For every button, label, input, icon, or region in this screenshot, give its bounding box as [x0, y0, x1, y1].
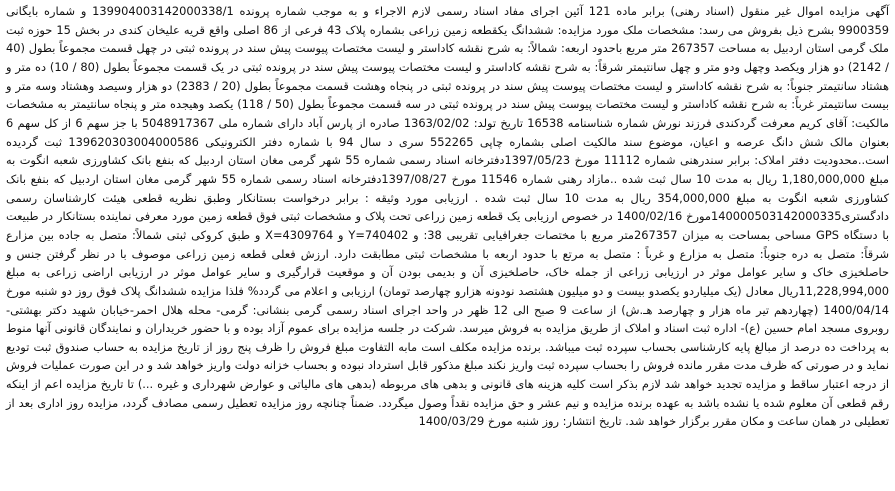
auction-notice-text: آگهی مزایده اموال غیر منقول (اسناد رهنی) برابر ماده 121 آئین اجرای مفاد اسناد رسمی لازم الاجراء و به موجب شماره پرونده 139904003142000338/1 و شماره بایگانی 9900359 بشرح ذیل بفروش می رسد: مشخصات ملک مورد مزایده: ششدانگ یکقطعه زمین زراعی بشماره پلاک 43 فرعی از 86 اصلی واقع قریه علیخان کندی در بخش 15 حوزه ثبت ملک گرمی استان اردبیل به مساحت 267357 متر مربع باحدود اربعه: شمالاً: به شرح نقشه کاداستر و لیست مختصات پیوست پیش سند در پرونده ثبتی در چهل قسمت مجموعاً بطول (40 / 2142) دو هزار ویکصد وچهل ودو متر و چهل سانتیمتر شرقاً: به شرح نقشه کاداستر و لیست مختصات پیوست پیش سند در پرونده ثبتی در یک قسمت مجموعاً بطول (80 / 10) ده متر و هشتاد سانتیمتر جنوباً: به شرح نقشه کاداستر و لیست مختصات پیوست پیش سند در پرونده ثبتی در پنجاه وهشت قسمت مجموعاً بطول (20 / 2383) دو هزار وسیصد وهشتاد وسه متر و بیست سانتیمتر غرباً: به شرح نقشه کاداستر و لیست مختصات پیوست پیش سند در پرونده ثبتی در سه قسمت مجموعاً بطول (50 / 118) یکصد وهیجده متر و پنجاه سانتیمتر به مشخصات مالکیت: آقای کریم معرفت گردکندی فرزند نورش شماره شناسنامه 16538 تاریخ تولد: 1363/02/02 صادره از پارس آباد دارای شماره ملی 5048917367 با جز سهم 6 از کل سهم 6 بعنوان مالک شش دانگ عرصه و اعیان، موضوع سند مالکیت اصلی بشماره چاپی 552265 سری د سال 94 با شماره دفتر الکترونیکی 139620303004000586 ثبت گردیده است..محدودیت دفتر املاک: برابر سندرهنی شماره 11112 مورخ 1397/05/23دفترخانه اسناد رسمی شماره 55 شهر گرمی مغان استان اردبیل که بنفع بانک کشاورزی شعبه انگوت به مبلغ 1,180,000,000 ریال به مدت 10 سال ثبت شده ..مازاد رهنی شماره 11546 مورخ 1397/08/27دفترخانه اسناد رسمی شماره 55 شهر گرمی مغان استان اردبیل که بنفع بانک کشاورزی شعبه انگوت به مبلغ 354,000,000 ریال به مدت 10 سال ثبت شده . ارزیابی مورد وثیقه : برابر درخواست بستانکار وطبق نظریه قطعی هیئت کارشناسان رسمی دادگستری140000503142000335مورخ 1400/02/16 در خصوص ارزیابی یک قطعه زمین زراعی تحت پلاک و مشخصات ثبتی فوق قطعه زمین مورد معرفی نماینده بستانکار در طبیعت با دستگاه GPS مساحی بمساحت به میزان 267357متر مربع با مختصات جغرافیایی تقریبی 38: و Y=740402 و X=4309764 و طبق کروکی ثبتی شمالاً: متصل به جاده بین مزارع شرقاً: متصل به دره جنوباً: متصل به مزارع و غرباً : متصل به مرتع با حدود اربعه با مشخصات ثبتی مطابقت دارد. ارزش فعلی قطعه زمین زراعی موصوف با در نظر گرفتن جنس و حاصلخیزی خاک و سایر عوامل موثر در ارزیابی زراعی از جمله خاک، حاصلخیزی آن و بدیمی بودن آن و موقعیت قرارگیری و سایر عوامل موثر در ارزیابی اراضی زراعی به مبلغ 11,228,994,000ریال معادل (یک میلیاردو یکصدو بیست و دو میلیون هشتصد نودونه هزارو چهارصد تومان) ارزیابی و اعلام می گردد% فلذا مزایده ششدانگ پلاک فوق روز دو شنبه مورخ 1400/04/14 (چهاردهم تیر ماه هزار و چهارصد هـ.ش) از ساعت 9 صبح الی 12 ظهر در واحد اجرای اسناد رسمی گرمی بنشانی: گرمی- محله هلال احمر-خیابان شهید دکتر بهشتی- روبروی مسجد امام حسین (ع)- اداره ثبت اسناد و املاک از طریق مزایده به فروش میرسد. شرکت در جلسه مزایده برای عموم آزاد بوده و با حضور خریداران و نمایندگان قانونی آنها منوط به پرداخت ده درصد از مبالغ پایه کارشناسی بحساب سپرده ثبت میباشد. برنده مزایده مکلف است مابه التفاوت مبلغ فروش را ظرف پنج روز از تاریخ مزایده به حساب صندوق ثبت تودیع نماید و در صورتی که ظرف مدت مقرر مانده فروش را بحساب سپرده ثبت واریز نکند مبلغ مذکور قابل استرداد نبوده و بحساب خزانه دولت واریز خواهد شد و در این صورت عملیات فروش از درجه اعتبار ساقط و مزایده تجدید خواهد شد لازم بذکر است کلیه هزینه های قانونی و بدهی های مربوطه (بدهی های مالیاتی و عوارض شهرداری و غیره ...) تا تاریخ مزایده اعم از اینکه رقم قطعی آن معلوم شده یا نشده باشد به عهده برنده مزایده و نیم عشر و حق مزایده نقداً وصول میگردد. ضمناً چنانچه روز مزایده تعطیل رسمی مصادف گردد، مزایده روز اداری بعد از تعطیلی در همان ساعت و مکان مقرر برگزار خواهد شد. تاریخ انتشار: روز شنبه مورخ 1400/03/29: [6, 4, 890, 429]
